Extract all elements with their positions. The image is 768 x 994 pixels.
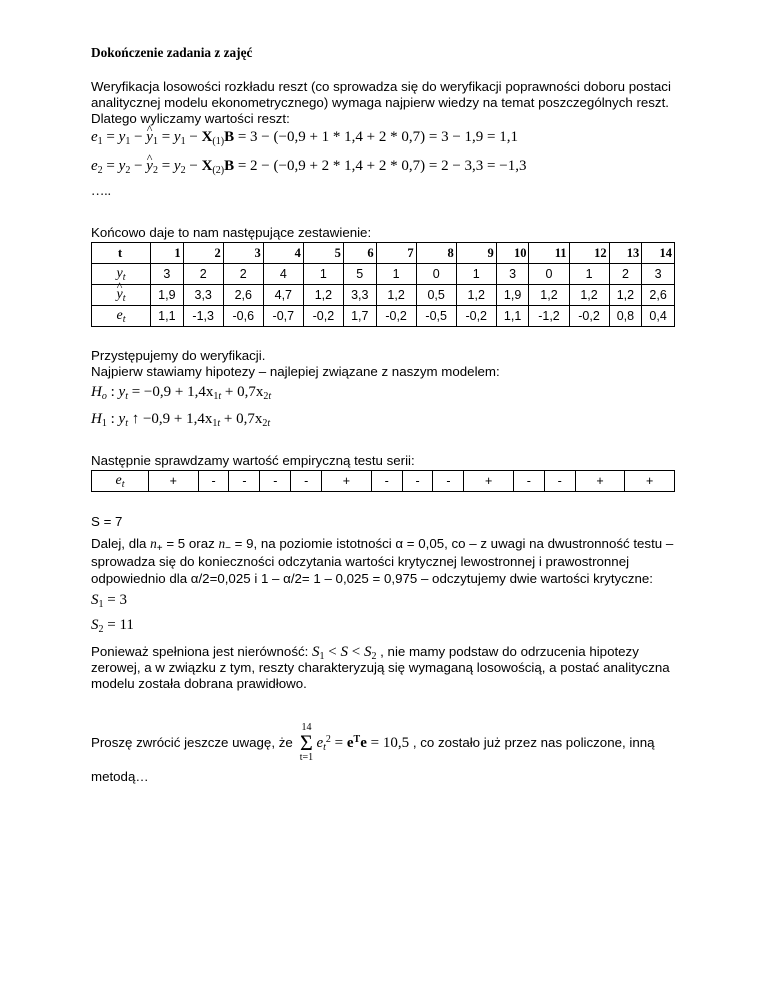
cell-y-10: 3 [496,264,529,285]
cell-y-6: 5 [343,264,376,285]
s2-number: = 11 [103,617,134,633]
cell-yhat-13: 1,2 [609,285,642,306]
hypothesis-h0: $H_o$ : $y_t = -0,9 + 1,4x_{1t} + 0,7x_{2t}$ [91,384,272,402]
h0-tail: + 0,7x [221,384,264,400]
s1-number: = 3 [103,592,127,608]
closing-part-c: metodą… [91,769,149,784]
cell-t-12: 12 [569,243,609,264]
sign-cell-11: - [513,471,544,492]
sign-cell-14: + [625,471,675,492]
cell-e-2: -1,3 [183,306,223,327]
cell-e-14: 0,4 [642,306,675,327]
sum-lower-limit: t=1 [299,752,314,763]
cell-yhat-3: 2,6 [223,285,263,306]
sign-cell-7: - [371,471,402,492]
cell-yhat-1: 1,9 [151,285,184,306]
h1-equation: ↑ −0,9 + 1,4x [127,411,213,427]
cell-y-7: 1 [376,264,416,285]
cell-yhat-10: 1,9 [496,285,529,306]
equation-e1: $e_1 = y_1$ − ^ $y_1 = y_1 - X_{(1)}B = 3 - (-0,9 + 1 * 1,4 + 2 * 0,7) = 3 - 1,9 = 1,1$ [91,129,691,145]
sign-cell-4: - [260,471,291,492]
cell-t-4: 4 [263,243,303,264]
table-row-t [92,243,675,264]
cell-y-3: 2 [223,264,263,285]
table-header-t: t [92,243,151,264]
table-row-yhat [92,285,675,306]
cell-yhat-8: 0,5 [416,285,456,306]
page-title: Dokończenie zadania z zajęć [91,45,253,60]
s-value: S = 7 [91,514,123,529]
cell-e-6: 1,7 [343,306,376,327]
closing-paragraph: Proszę zwrócić jeszcze uwagę, że 14 Σ t=1 $e_t^2 = e^Te = 10,5$ , co zostało już przez nas policzone, inną [91,722,655,763]
cell-yhat-4: 4,7 [263,285,303,306]
cell-y-2: 2 [183,264,223,285]
cell-t-8: 8 [416,243,456,264]
table-row-signs [92,471,675,492]
cell-e-7: -0,2 [376,306,416,327]
cell-yhat-12: 1,2 [569,285,609,306]
sign-cell-12: - [544,471,575,492]
sign-cell-9: - [433,471,464,492]
cell-e-5: -0,2 [303,306,343,327]
row-label-e: $e_t$ [92,306,151,327]
cell-e-12: -0,2 [569,306,609,327]
cell-e-4: -0,7 [263,306,303,327]
cell-yhat-7: 1,2 [376,285,416,306]
residuals-table [91,242,675,327]
cell-y-5: 1 [303,264,343,285]
sign-cell-8: - [402,471,433,492]
h0-equation: = −0,9 + 1,4x [127,384,214,400]
ellipsis: ….. [91,183,111,198]
cell-t-10: 10 [496,243,529,264]
intro-paragraph: Weryfikacja losowości rozkładu reszt (co sprowadza się do weryfikacji poprawności doboru postaci analitycznej modelu ekonometrycznego) wymaga najpierw wiedzy na temat poszczególnych reszt. Dlatego wyliczamy wartości reszt: [91,79,671,126]
conclusion-paragraph: Ponieważ spełniona jest nierówność: $S_1 < S < S_2$ , nie mamy podstaw do odrzucenia hipotezy zerowej, a w związku z tym, reszty charakteryzują się wymaganą losowością, a postać analityczna modelu została dobrana prawidłowo. [91,644,670,691]
equation-e2: $e_2 = y_2$ − ^ $y_2 = y_2 - X_{(2)}B = 2 - (-0,9 + 2 * 1,4 + 2 * 0,7) = 2 - 3,3 = -1,3$ [91,158,691,174]
cell-y-9: 1 [456,264,496,285]
conclusion-part-a: Ponieważ spełniona jest nierówność: [91,644,313,659]
row-label-e-signs: $e_t$ [92,471,149,492]
cell-y-12: 1 [569,264,609,285]
dalej-part-1: Dalej, dla [91,536,151,551]
closing-part-a: Proszę zwrócić jeszcze uwagę, że [91,735,297,750]
cell-y-1: 3 [151,264,184,285]
sum-upper-limit: 14 [301,722,312,733]
signs-table [91,470,675,492]
sign-cell-2: - [198,471,229,492]
cell-t-5: 5 [303,243,343,264]
cell-e-11: -1,2 [529,306,569,327]
cell-t-2: 2 [183,243,223,264]
runs-label: Następnie sprawdzamy wartość empiryczną testu serii: [91,453,415,468]
table-row-y [92,264,675,285]
sign-cell-6: + [322,471,372,492]
cell-yhat-2: 3,3 [183,285,223,306]
s2-value: $S_2 = 11$ [91,617,134,635]
dalej-part-2: = 5 oraz [162,536,219,551]
s1-value: $S_1 = 3$ [91,592,127,610]
sign-cell-10: + [464,471,514,492]
sign-cell-13: + [575,471,625,492]
table-row-e [92,306,675,327]
cell-t-7: 7 [376,243,416,264]
cell-yhat-9: 1,2 [456,285,496,306]
equation-e2-tail: = 2 − (−0,9 + 2 * 1,4 + 2 * 0,7) = 2 − 3,3 = −1,3 [234,158,527,174]
equation-e1-tail: = 3 − (−0,9 + 1 * 1,4 + 2 * 0,7) = 3 − 1,9 = 1,1 [234,129,519,145]
cell-yhat-6: 3,3 [343,285,376,306]
row-label-yhat: ^ $y_t$ [92,285,151,306]
cell-y-8: 0 [416,264,456,285]
dalej-paragraph: Dalej, dla $n_+ = 5$ oraz $n_- = 9$, na poziomie istotności α = 0,05, co – z uwagi na dwustronność testu – sprowadza się do konieczności odczytania wartości krytycznej lewostronnej i prawostronnej odpowiednio dla α/2=0,025 i 1 – α/2= 1 – 0,025 = 0,975 – odczytujemy dwie wartości krytyczne: [91,536,674,586]
cell-e-13: 0,8 [609,306,642,327]
cell-yhat-5: 1,2 [303,285,343,306]
cell-t-1: 1 [151,243,184,264]
row-label-y: $y_t$ [92,264,151,285]
cell-t-13: 13 [609,243,642,264]
sign-cell-5: - [291,471,322,492]
sum-symbol: 14 Σ t=1 [296,723,316,763]
sum-value: = 10,5 [366,735,410,751]
cell-y-13: 2 [609,264,642,285]
cell-t-11: 11 [529,243,569,264]
cell-y-11: 0 [529,264,569,285]
cell-e-8: -0,5 [416,306,456,327]
sign-cell-1: + [149,471,199,492]
closing-part-b: , co zostało już przez nas policzone, inną [412,735,655,750]
cell-t-3: 3 [223,243,263,264]
conclusion-part-b: , nie mamy podstaw do odrzucenia hipotezy zerowej, a w związku z tym, reszty charakteryzują się wymaganą losowością, a postać analityczna modelu została dobrana prawidłowo. [91,644,670,691]
cell-yhat-11: 1,2 [529,285,569,306]
cell-t-9: 9 [456,243,496,264]
h1-tail: + 0,7x [220,411,263,427]
cell-yhat-14: 2,6 [642,285,675,306]
hypothesis-h1: $H_1$ : $y_t$ ↑ $-0,9 + 1,4x_{1t} + 0,7x_{2t}$ [91,411,271,429]
dalej-part-3: = 9, na poziomie istotności α = 0,05, co – z uwagi na dwustronność testu – sprowadza się do konieczności odczytania wartości krytycznej lewostronnej i prawostronnej odpowiednio dla α/2=0,025 i 1 – α/2= 1 – 0,025 = 0,975 – odczytujemy dwie wartości krytyczne: [91,536,674,586]
cell-e-1: 1,1 [151,306,184,327]
summary-label: Końcowo daje to nam następujące zestawienie: [91,225,372,240]
cell-t-6: 6 [343,243,376,264]
cell-y-14: 3 [642,264,675,285]
cell-t-14: 14 [642,243,675,264]
verify-line-2: Najpierw stawiamy hipotezy – najlepiej związane z naszym modelem: [91,364,500,379]
cell-e-3: -0,6 [223,306,263,327]
sign-cell-3: - [229,471,260,492]
verify-line-1: Przystępujemy do weryfikacji. [91,348,266,363]
cell-e-10: 1,1 [496,306,529,327]
cell-e-9: -0,2 [456,306,496,327]
cell-y-4: 4 [263,264,303,285]
